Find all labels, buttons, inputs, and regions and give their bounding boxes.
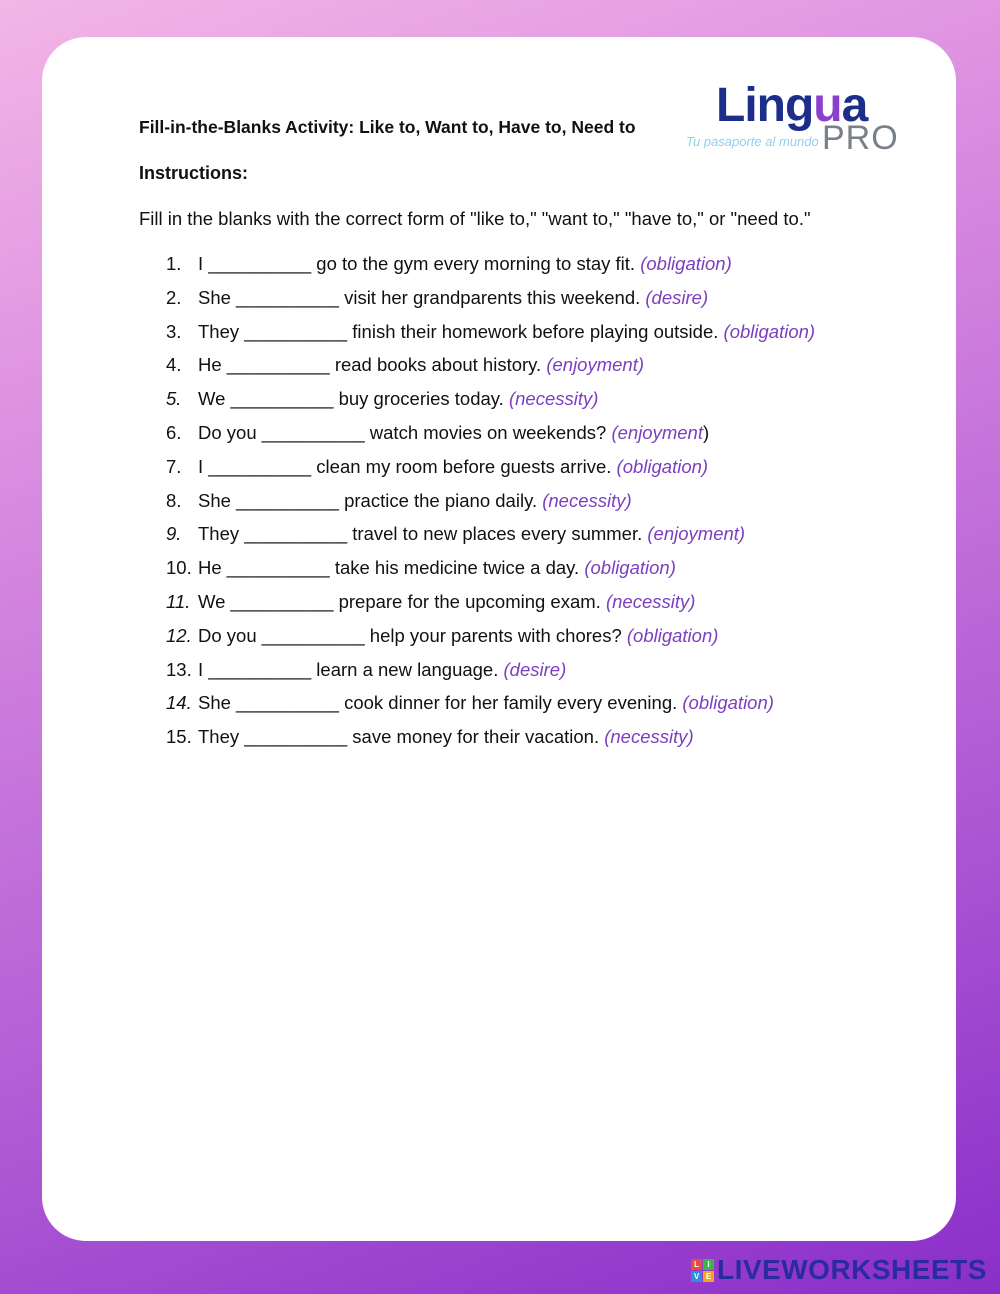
exercise-item — [166, 321, 815, 355]
exercise-list — [166, 253, 815, 760]
linguapro-logo — [680, 78, 910, 160]
item-sentence: We __________ buy groceries today. — [198, 388, 509, 410]
item-sentence: I __________ clean my room before guests arrive. — [198, 455, 617, 477]
item-number: 10. — [166, 557, 192, 579]
item-number: 8. — [166, 489, 182, 511]
item-sentence: We __________ prepare for the upcoming exam. — [198, 590, 606, 612]
instructions-heading: Instructions: — [139, 163, 249, 183]
liveworksheets-badge-icon — [691, 1259, 714, 1282]
item-category: (enjoyment — [611, 421, 703, 443]
item-category: (necessity) — [508, 388, 599, 410]
logo-pro: PRO — [822, 119, 899, 157]
exercise-item — [166, 591, 815, 625]
item-sentence: They __________ finish their homework before playing outside. — [198, 320, 724, 342]
activity-title: Fill-in-the-Blanks Activity: Like to, Want to, Have to, Need to — [139, 117, 636, 137]
exercise-item — [166, 388, 815, 422]
item-number: 6. — [166, 421, 182, 443]
exercise-item — [166, 456, 815, 490]
liveworksheets-footer — [691, 1255, 987, 1285]
exercise-item — [166, 287, 815, 321]
item-category: (obligation) — [640, 253, 732, 274]
item-number: 1. — [166, 253, 182, 274]
item-sentence: I __________ go to the gym every morning to stay fit. — [198, 253, 641, 274]
item-category: (obligation) — [682, 692, 774, 714]
item-category: (obligation) — [723, 320, 816, 342]
item-sentence: I __________ learn a new language. — [198, 658, 504, 680]
item-number: 4. — [166, 354, 182, 376]
item-category: (obligation) — [626, 624, 719, 646]
badge-letter: E — [703, 1271, 714, 1282]
item-sentence: He __________ read books about history. — [198, 354, 547, 376]
logo-wordmark: Lingua — [716, 79, 868, 132]
item-trailing: ) — [702, 421, 710, 443]
item-category: (desire) — [645, 286, 709, 308]
item-sentence: He __________ take his medicine twice a day. — [198, 557, 585, 579]
exercise-item — [166, 490, 815, 524]
item-category: (necessity) — [604, 726, 694, 748]
item-number: 14. — [166, 692, 192, 714]
item-sentence: Do you __________ watch movies on weekends? — [198, 421, 612, 443]
item-number: 3. — [166, 320, 182, 342]
exercise-item — [166, 523, 815, 557]
item-number: 15. — [166, 726, 192, 748]
item-sentence: She __________ practice the piano daily. — [198, 489, 543, 511]
item-category: (obligation) — [584, 557, 676, 579]
item-sentence: She __________ cook dinner for her family every evening. — [198, 692, 683, 714]
liveworksheets-wordmark: LIVEWORKSHEETS — [717, 1254, 987, 1285]
logo-tagline: Tu pasaporte al mundo — [686, 134, 819, 149]
item-number: 11. — [166, 590, 191, 612]
item-sentence: They __________ save money for their vacation. — [198, 726, 605, 748]
item-number: 13. — [166, 658, 192, 680]
item-sentence: They __________ travel to new places every summer. — [198, 523, 648, 545]
exercise-item — [166, 726, 815, 760]
item-category: (enjoyment) — [546, 354, 645, 376]
badge-letter: V — [691, 1271, 702, 1282]
item-number: 2. — [166, 286, 182, 308]
exercise-item — [166, 253, 815, 287]
item-category: (necessity) — [542, 489, 632, 511]
item-category: (desire) — [503, 658, 567, 680]
badge-letter: I — [703, 1259, 714, 1270]
instructions-text: Fill in the blanks with the correct form of "like to," "want to," "have to," or "need to." — [139, 208, 811, 229]
exercise-item — [166, 659, 815, 693]
item-category: (enjoyment) — [647, 523, 746, 545]
exercise-item — [166, 354, 815, 388]
item-number: 12. — [166, 624, 192, 646]
item-category: (obligation) — [616, 455, 709, 477]
exercise-item — [166, 692, 815, 726]
item-number: 7. — [166, 455, 182, 477]
item-number: 9. — [166, 523, 182, 545]
item-sentence: Do you __________ help your parents with chores? — [198, 624, 627, 646]
exercise-item — [166, 625, 815, 659]
badge-letter: L — [691, 1259, 702, 1270]
item-sentence: She __________ visit her grandparents this weekend. — [198, 286, 646, 308]
item-number: 5. — [166, 388, 182, 410]
exercise-item — [166, 422, 815, 456]
item-category: (necessity) — [605, 590, 696, 612]
exercise-item — [166, 557, 815, 591]
